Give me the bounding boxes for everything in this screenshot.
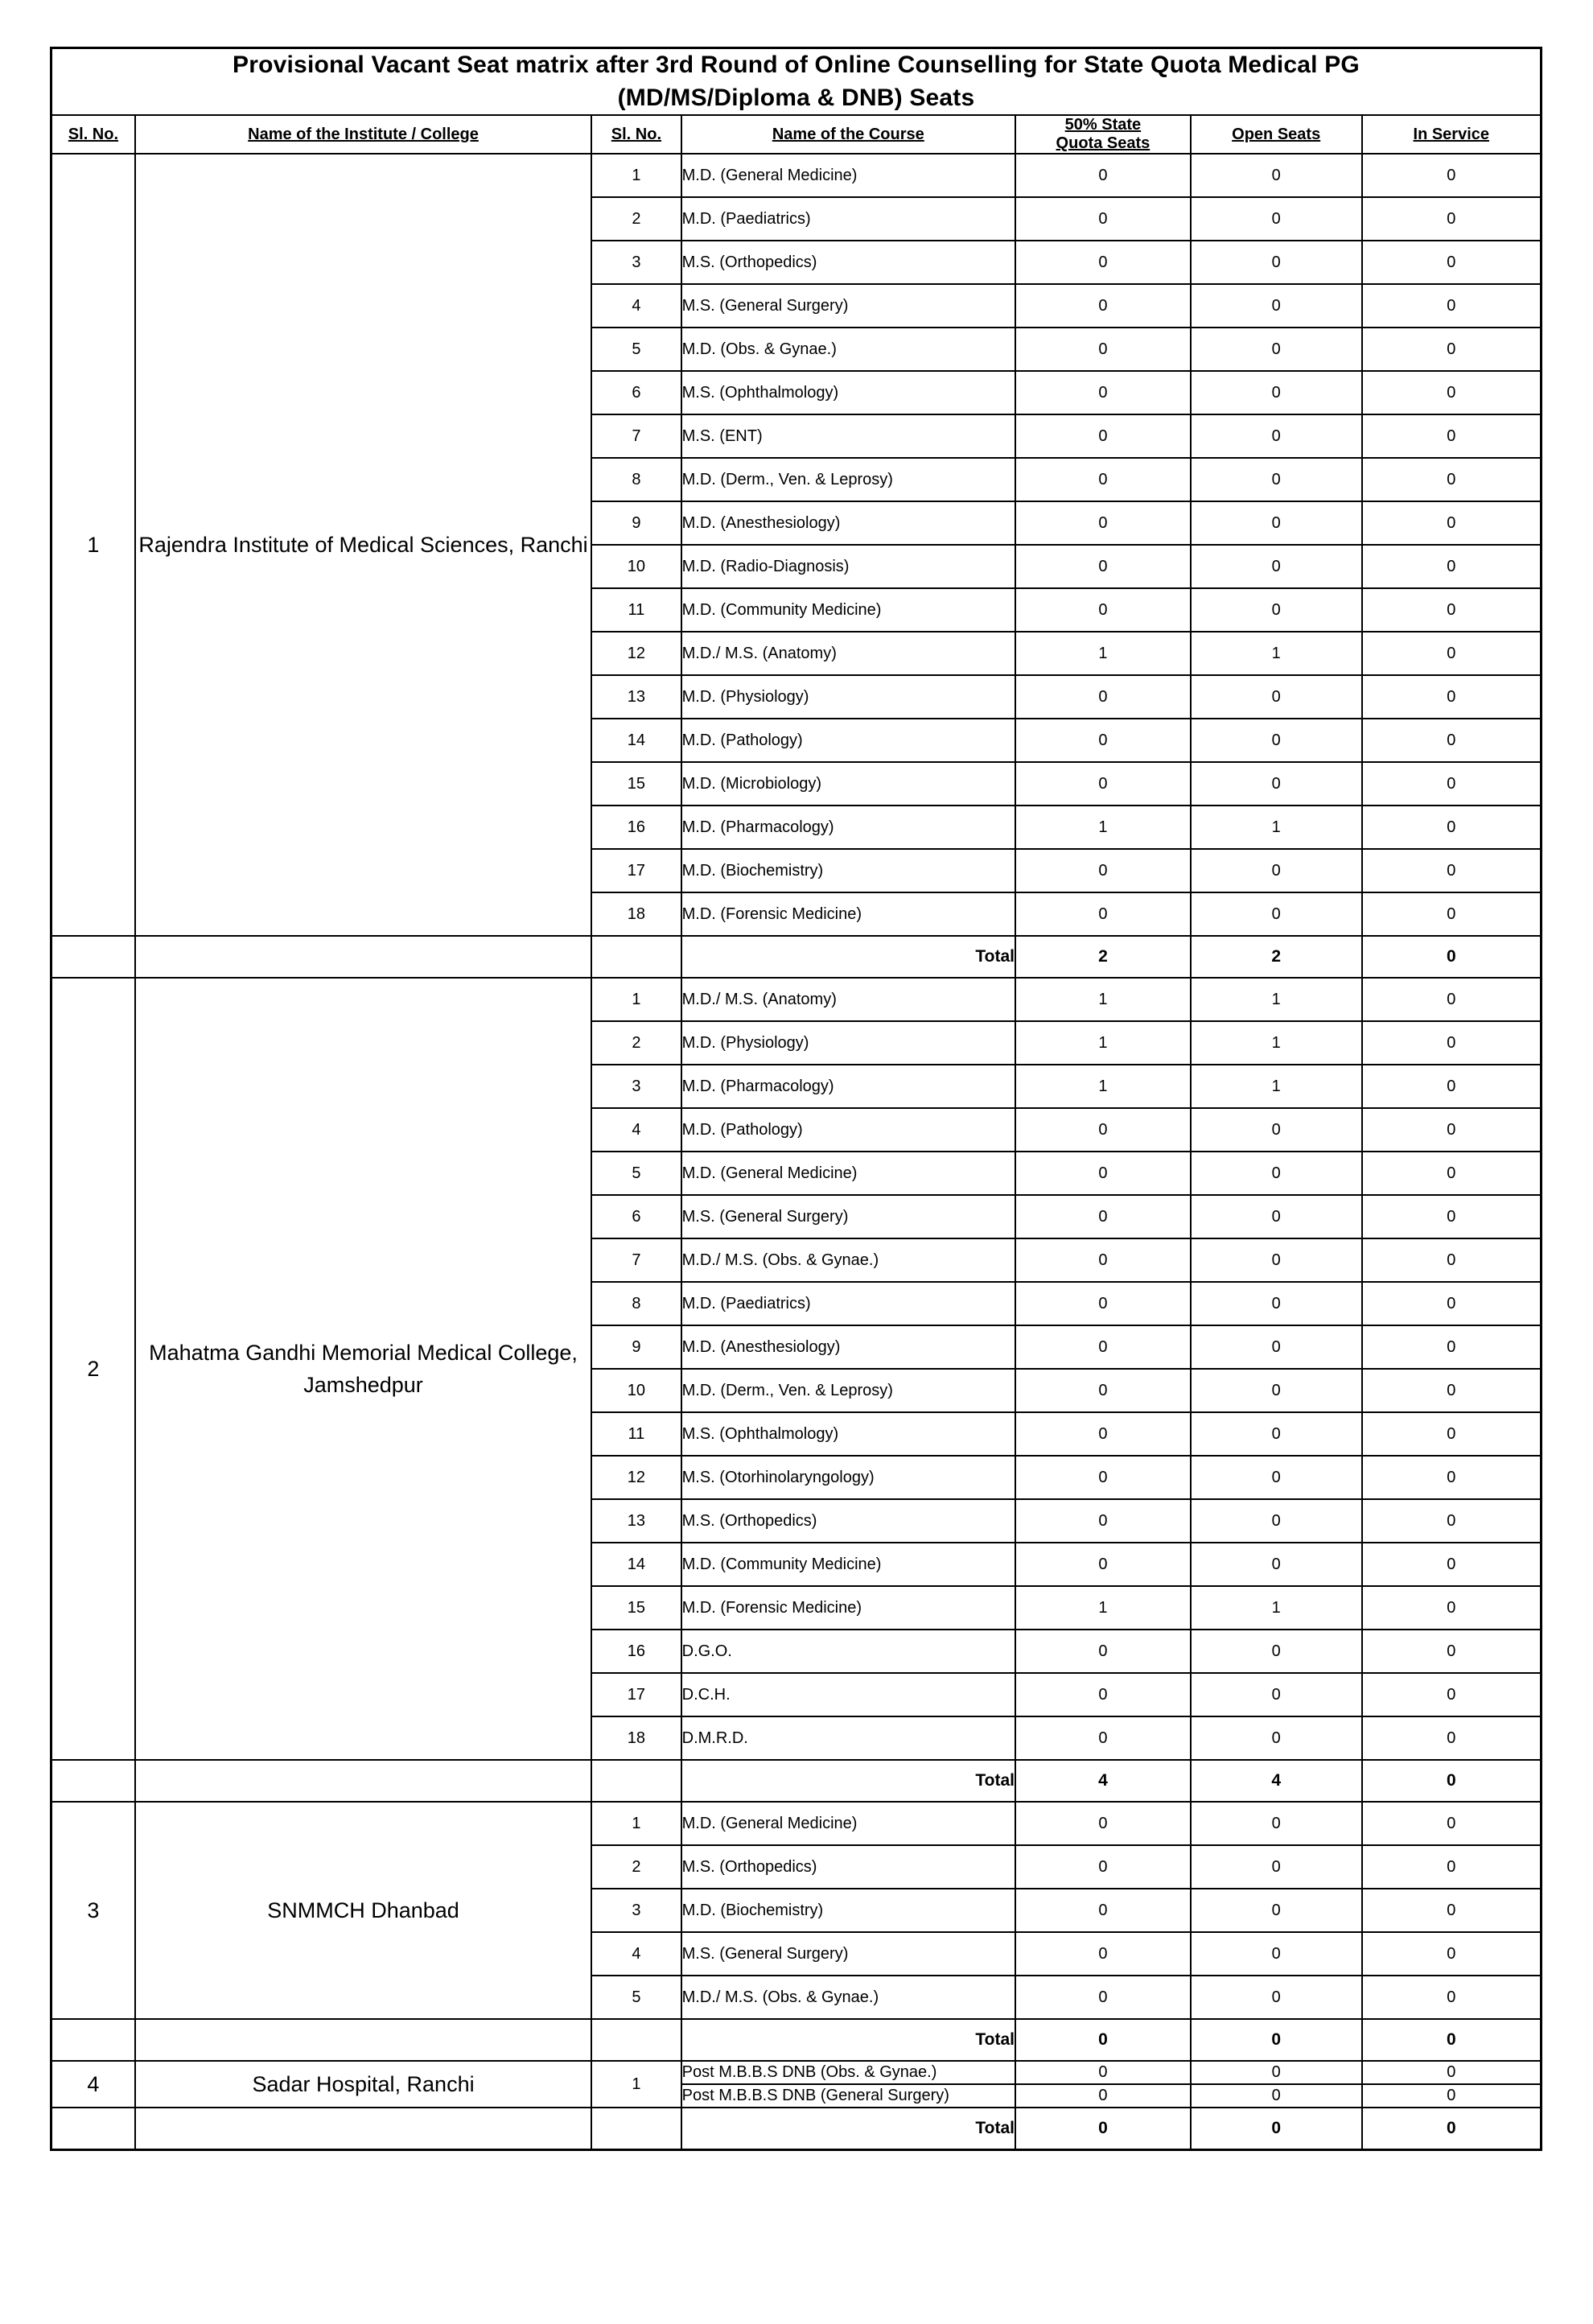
header-course-sl-no: Sl. No. — [591, 115, 681, 154]
open-seats-value: 1 — [1191, 806, 1362, 849]
in-service-value: 0 — [1362, 632, 1542, 675]
table-row — [51, 154, 1542, 197]
institute-name: Mahatma Gandhi Memorial Medical College, Jamshedpur — [135, 978, 591, 1760]
course-name: M.D. (Community Medicine) — [681, 588, 1015, 632]
institute-sl-no: 1 — [51, 154, 135, 936]
course-name: M.D. (Pathology) — [681, 719, 1015, 762]
in-service-value: 0 — [1362, 501, 1542, 545]
table-row — [51, 2061, 1542, 2084]
quota-seats-value: 0 — [1015, 762, 1191, 806]
course-sl-no: 1 — [591, 154, 681, 197]
quota-seats-value: 0 — [1015, 1412, 1191, 1456]
header-quota-seats: 50% State Quota Seats — [1015, 115, 1191, 154]
in-service-value: 0 — [1362, 1802, 1542, 1845]
course-sl-no: 4 — [591, 284, 681, 328]
course-sl-no: 4 — [591, 1932, 681, 1976]
quota-seats-value: 0 — [1015, 414, 1191, 458]
in-service-value: 0 — [1362, 1282, 1542, 1325]
quota-seats-value: 1 — [1015, 1586, 1191, 1630]
quota-seats-value: 0 — [1015, 2084, 1191, 2108]
in-service-value: 0 — [1362, 978, 1542, 1021]
in-service-value: 0 — [1362, 1456, 1542, 1499]
in-service-value: 0 — [1362, 892, 1542, 936]
in-service-value: 0 — [1362, 1932, 1542, 1976]
open-seats-value: 0 — [1191, 1195, 1362, 1238]
open-seats-value: 0 — [1191, 371, 1362, 414]
course-sl-no: 14 — [591, 719, 681, 762]
total-label: Total — [681, 2019, 1015, 2061]
course-name: Post M.B.B.S DNB (General Surgery) — [681, 2084, 1015, 2108]
open-seats-value: 0 — [1191, 892, 1362, 936]
in-service-value: 0 — [1362, 1889, 1542, 1932]
in-service-value: 0 — [1362, 1845, 1542, 1889]
open-seats-value: 0 — [1191, 1802, 1362, 1845]
course-sl-no: 16 — [591, 806, 681, 849]
quota-seats-value: 0 — [1015, 328, 1191, 371]
in-service-value: 0 — [1362, 1412, 1542, 1456]
open-seats-value: 0 — [1191, 1673, 1362, 1716]
table-row — [51, 1802, 1542, 1845]
total-in-service: 0 — [1362, 936, 1542, 978]
quota-seats-value: 0 — [1015, 458, 1191, 501]
in-service-value: 0 — [1362, 588, 1542, 632]
course-sl-no: 2 — [591, 1021, 681, 1065]
in-service-value: 0 — [1362, 1325, 1542, 1369]
total-blank-course-sl — [591, 2108, 681, 2150]
open-seats-value: 0 — [1191, 1412, 1362, 1456]
course-sl-no: 6 — [591, 1195, 681, 1238]
in-service-value: 0 — [1362, 762, 1542, 806]
in-service-value: 0 — [1362, 1065, 1542, 1108]
quota-seats-value: 0 — [1015, 1630, 1191, 1673]
course-sl-no: 9 — [591, 1325, 681, 1369]
course-sl-no: 7 — [591, 1238, 681, 1282]
course-name: D.G.O. — [681, 1630, 1015, 1673]
course-name: M.D. (Obs. & Gynae.) — [681, 328, 1015, 371]
in-service-value: 0 — [1362, 197, 1542, 241]
total-blank-sl — [51, 2019, 135, 2061]
course-sl-no: 5 — [591, 1976, 681, 2019]
quota-seats-value: 0 — [1015, 1889, 1191, 1932]
table-row — [51, 978, 1542, 1021]
course-sl-no: 12 — [591, 632, 681, 675]
in-service-value: 0 — [1362, 1195, 1542, 1238]
open-seats-value: 0 — [1191, 458, 1362, 501]
course-name: M.D. (Community Medicine) — [681, 1543, 1015, 1586]
open-seats-value: 0 — [1191, 1456, 1362, 1499]
table-header-row — [51, 115, 1542, 154]
open-seats-value: 0 — [1191, 719, 1362, 762]
header-institute: Name of the Institute / College — [135, 115, 591, 154]
open-seats-value: 1 — [1191, 632, 1362, 675]
in-service-value: 0 — [1362, 371, 1542, 414]
total-blank-course-sl — [591, 1760, 681, 1802]
course-name: M.D. (Radio-Diagnosis) — [681, 545, 1015, 588]
course-name: M.D. (Anesthesiology) — [681, 501, 1015, 545]
total-blank-course-sl — [591, 2019, 681, 2061]
quota-seats-value: 0 — [1015, 501, 1191, 545]
course-sl-no: 2 — [591, 197, 681, 241]
quota-seats-value: 0 — [1015, 1716, 1191, 1760]
quota-seats-value: 0 — [1015, 1152, 1191, 1195]
course-name: M.D. (General Medicine) — [681, 154, 1015, 197]
quota-seats-value: 1 — [1015, 1065, 1191, 1108]
course-name: M.S. (Orthopedics) — [681, 241, 1015, 284]
open-seats-value: 0 — [1191, 1369, 1362, 1412]
course-name: M.D. (Forensic Medicine) — [681, 892, 1015, 936]
open-seats-value: 0 — [1191, 241, 1362, 284]
course-name: M.S. (Ophthalmology) — [681, 371, 1015, 414]
course-sl-no: 5 — [591, 328, 681, 371]
institute-sl-no: 3 — [51, 1802, 135, 2019]
in-service-value: 0 — [1362, 1586, 1542, 1630]
in-service-value: 0 — [1362, 1021, 1542, 1065]
total-in-service: 0 — [1362, 2019, 1542, 2061]
institute-name: SNMMCH Dhanbad — [135, 1802, 591, 2019]
course-name: M.D./ M.S. (Obs. & Gynae.) — [681, 1238, 1015, 1282]
document-title — [51, 48, 1542, 116]
course-name: M.D. (Biochemistry) — [681, 1889, 1015, 1932]
quota-seats-value: 0 — [1015, 1976, 1191, 2019]
open-seats-value: 1 — [1191, 1021, 1362, 1065]
total-quota-seats: 2 — [1015, 936, 1191, 978]
course-name: M.S. (Orthopedics) — [681, 1845, 1015, 1889]
document-title-line-2: (MD/MS/Diploma & DNB) Seats — [617, 84, 975, 111]
quota-seats-value: 1 — [1015, 1021, 1191, 1065]
course-sl-no: 13 — [591, 1499, 681, 1543]
in-service-value: 0 — [1362, 1976, 1542, 2019]
course-name: M.D. (Pathology) — [681, 1108, 1015, 1152]
total-blank-sl — [51, 936, 135, 978]
course-sl-no: 10 — [591, 545, 681, 588]
course-name: M.D. (Anesthesiology) — [681, 1325, 1015, 1369]
in-service-value: 0 — [1362, 2084, 1542, 2108]
open-seats-value: 1 — [1191, 1065, 1362, 1108]
open-seats-value: 0 — [1191, 1108, 1362, 1152]
quota-seats-value: 0 — [1015, 2061, 1191, 2084]
institute-name: Sadar Hospital, Ranchi — [135, 2061, 591, 2108]
quota-seats-value: 0 — [1015, 1802, 1191, 1845]
total-blank-institute — [135, 2019, 591, 2061]
in-service-value: 0 — [1362, 414, 1542, 458]
total-in-service: 0 — [1362, 1760, 1542, 1802]
in-service-value: 0 — [1362, 2061, 1542, 2084]
table-title-row — [51, 48, 1542, 116]
course-sl-no: 16 — [591, 1630, 681, 1673]
course-name: M.S. (Orthopedics) — [681, 1499, 1015, 1543]
course-name: M.D./ M.S. (Obs. & Gynae.) — [681, 1976, 1015, 2019]
course-name: M.D./ M.S. (Anatomy) — [681, 632, 1015, 675]
quota-seats-value: 0 — [1015, 1543, 1191, 1586]
open-seats-value: 0 — [1191, 1282, 1362, 1325]
in-service-value: 0 — [1362, 1108, 1542, 1152]
course-name: M.D. (Derm., Ven. & Leprosy) — [681, 1369, 1015, 1412]
course-name: M.S. (General Surgery) — [681, 1932, 1015, 1976]
open-seats-value: 0 — [1191, 501, 1362, 545]
open-seats-value: 1 — [1191, 978, 1362, 1021]
course-name: M.D. (Biochemistry) — [681, 849, 1015, 892]
total-label: Total — [681, 1760, 1015, 1802]
document-title-line-1: Provisional Vacant Seat matrix after 3rd Round of Online Counselling for State Quota Medical PG — [233, 52, 1360, 78]
course-name: Post M.B.B.S DNB (Obs. & Gynae.) — [681, 2061, 1015, 2084]
quota-seats-value: 0 — [1015, 892, 1191, 936]
institute-sl-no: 4 — [51, 2061, 135, 2108]
table-body — [51, 154, 1542, 2150]
total-blank-institute — [135, 1760, 591, 1802]
total-open-seats: 0 — [1191, 2019, 1362, 2061]
quota-seats-value: 0 — [1015, 1456, 1191, 1499]
total-blank-course-sl — [591, 936, 681, 978]
open-seats-value: 0 — [1191, 1976, 1362, 2019]
quota-seats-value: 0 — [1015, 1325, 1191, 1369]
course-name: M.S. (ENT) — [681, 414, 1015, 458]
course-sl-no: 13 — [591, 675, 681, 719]
course-sl-no: 6 — [591, 371, 681, 414]
in-service-value: 0 — [1362, 1716, 1542, 1760]
open-seats-value: 0 — [1191, 1325, 1362, 1369]
total-quota-seats: 0 — [1015, 2108, 1191, 2150]
course-name: M.D. (Paediatrics) — [681, 197, 1015, 241]
open-seats-value: 0 — [1191, 675, 1362, 719]
total-label: Total — [681, 936, 1015, 978]
course-sl-no: 17 — [591, 849, 681, 892]
in-service-value: 0 — [1362, 1499, 1542, 1543]
open-seats-value: 0 — [1191, 1238, 1362, 1282]
in-service-value: 0 — [1362, 1673, 1542, 1716]
open-seats-value: 0 — [1191, 197, 1362, 241]
course-sl-no: 18 — [591, 892, 681, 936]
open-seats-value: 0 — [1191, 414, 1362, 458]
course-sl-no: 10 — [591, 1369, 681, 1412]
course-name: M.D. (Derm., Ven. & Leprosy) — [681, 458, 1015, 501]
course-sl-no: 7 — [591, 414, 681, 458]
course-sl-no: 11 — [591, 588, 681, 632]
open-seats-value: 0 — [1191, 762, 1362, 806]
in-service-value: 0 — [1362, 328, 1542, 371]
in-service-value: 0 — [1362, 458, 1542, 501]
total-quota-seats: 4 — [1015, 1760, 1191, 1802]
institute-sl-no: 2 — [51, 978, 135, 1760]
quota-seats-value: 0 — [1015, 1195, 1191, 1238]
open-seats-value: 0 — [1191, 545, 1362, 588]
in-service-value: 0 — [1362, 1152, 1542, 1195]
quota-seats-value: 0 — [1015, 197, 1191, 241]
open-seats-value: 1 — [1191, 1586, 1362, 1630]
course-name: M.D. (General Medicine) — [681, 1152, 1015, 1195]
total-blank-sl — [51, 1760, 135, 1802]
in-service-value: 0 — [1362, 241, 1542, 284]
in-service-value: 0 — [1362, 1369, 1542, 1412]
quota-seats-value: 0 — [1015, 1282, 1191, 1325]
open-seats-value: 0 — [1191, 2061, 1362, 2084]
total-blank-institute — [135, 2108, 591, 2150]
in-service-value: 0 — [1362, 1630, 1542, 1673]
total-label: Total — [681, 2108, 1015, 2150]
course-sl-no: 9 — [591, 501, 681, 545]
in-service-value: 0 — [1362, 675, 1542, 719]
total-open-seats: 0 — [1191, 2108, 1362, 2150]
quota-seats-value: 0 — [1015, 1845, 1191, 1889]
quota-seats-value: 0 — [1015, 1499, 1191, 1543]
header-course: Name of the Course — [681, 115, 1015, 154]
course-name: M.D. (Pharmacology) — [681, 806, 1015, 849]
open-seats-value: 0 — [1191, 154, 1362, 197]
course-sl-no: 3 — [591, 1065, 681, 1108]
open-seats-value: 0 — [1191, 1716, 1362, 1760]
course-sl-no: 2 — [591, 1845, 681, 1889]
total-row — [51, 2019, 1542, 2061]
quota-seats-value: 1 — [1015, 632, 1191, 675]
course-sl-no: 15 — [591, 1586, 681, 1630]
course-sl-no: 17 — [591, 1673, 681, 1716]
course-name: M.S. (General Surgery) — [681, 284, 1015, 328]
course-name: M.S. (Ophthalmology) — [681, 1412, 1015, 1456]
course-sl-no: 3 — [591, 241, 681, 284]
quota-seats-value: 0 — [1015, 1673, 1191, 1716]
course-sl-no: 12 — [591, 1456, 681, 1499]
quota-seats-value: 0 — [1015, 1932, 1191, 1976]
course-sl-no: 1 — [591, 978, 681, 1021]
course-name: D.M.R.D. — [681, 1716, 1015, 1760]
total-in-service: 0 — [1362, 2108, 1542, 2150]
course-sl-no: 3 — [591, 1889, 681, 1932]
course-sl-no: 5 — [591, 1152, 681, 1195]
total-blank-institute — [135, 936, 591, 978]
open-seats-value: 0 — [1191, 1152, 1362, 1195]
course-name: D.C.H. — [681, 1673, 1015, 1716]
header-sl-no: Sl. No. — [51, 115, 135, 154]
course-sl-no: 14 — [591, 1543, 681, 1586]
in-service-value: 0 — [1362, 849, 1542, 892]
quota-seats-value: 0 — [1015, 588, 1191, 632]
open-seats-value: 0 — [1191, 328, 1362, 371]
quota-seats-value: 0 — [1015, 154, 1191, 197]
course-sl-no: 4 — [591, 1108, 681, 1152]
course-sl-no: 15 — [591, 762, 681, 806]
quota-seats-value: 1 — [1015, 806, 1191, 849]
course-name: M.S. (Otorhinolaryngology) — [681, 1456, 1015, 1499]
course-name: M.D./ M.S. (Anatomy) — [681, 978, 1015, 1021]
institute-name: Rajendra Institute of Medical Sciences, Ranchi — [135, 154, 591, 936]
course-sl-no: 1 — [591, 2061, 681, 2108]
total-open-seats: 2 — [1191, 936, 1362, 978]
open-seats-value: 0 — [1191, 2084, 1362, 2108]
course-name: M.D. (Physiology) — [681, 1021, 1015, 1065]
open-seats-value: 0 — [1191, 284, 1362, 328]
quota-seats-value: 0 — [1015, 675, 1191, 719]
course-name: M.D. (Pharmacology) — [681, 1065, 1015, 1108]
quota-seats-value: 0 — [1015, 849, 1191, 892]
course-name: M.D. (Microbiology) — [681, 762, 1015, 806]
open-seats-value: 0 — [1191, 1543, 1362, 1586]
quota-seats-value: 0 — [1015, 371, 1191, 414]
course-name: M.D. (Paediatrics) — [681, 1282, 1015, 1325]
quota-seats-value: 0 — [1015, 1238, 1191, 1282]
in-service-value: 0 — [1362, 284, 1542, 328]
open-seats-value: 0 — [1191, 849, 1362, 892]
in-service-value: 0 — [1362, 1238, 1542, 1282]
quota-seats-value: 0 — [1015, 1369, 1191, 1412]
course-sl-no: 1 — [591, 1802, 681, 1845]
course-name: M.D. (General Medicine) — [681, 1802, 1015, 1845]
quota-seats-value: 0 — [1015, 241, 1191, 284]
in-service-value: 0 — [1362, 154, 1542, 197]
course-sl-no: 18 — [591, 1716, 681, 1760]
course-sl-no: 11 — [591, 1412, 681, 1456]
open-seats-value: 0 — [1191, 1889, 1362, 1932]
total-row — [51, 2108, 1542, 2150]
total-blank-sl — [51, 2108, 135, 2150]
open-seats-value: 0 — [1191, 1845, 1362, 1889]
quota-seats-value: 0 — [1015, 545, 1191, 588]
in-service-value: 0 — [1362, 719, 1542, 762]
in-service-value: 0 — [1362, 1543, 1542, 1586]
total-open-seats: 4 — [1191, 1760, 1362, 1802]
open-seats-value: 0 — [1191, 1932, 1362, 1976]
quota-seats-value: 0 — [1015, 284, 1191, 328]
open-seats-value: 0 — [1191, 1499, 1362, 1543]
in-service-value: 0 — [1362, 545, 1542, 588]
course-name: M.D. (Forensic Medicine) — [681, 1586, 1015, 1630]
header-open-seats: Open Seats — [1191, 115, 1362, 154]
course-name: M.D. (Physiology) — [681, 675, 1015, 719]
vacant-seat-matrix-table — [50, 47, 1542, 2151]
quota-seats-value: 1 — [1015, 978, 1191, 1021]
quota-seats-value: 0 — [1015, 719, 1191, 762]
open-seats-value: 0 — [1191, 1630, 1362, 1673]
total-row — [51, 936, 1542, 978]
in-service-value: 0 — [1362, 806, 1542, 849]
course-name: M.S. (General Surgery) — [681, 1195, 1015, 1238]
course-sl-no: 8 — [591, 458, 681, 501]
total-quota-seats: 0 — [1015, 2019, 1191, 2061]
total-row — [51, 1760, 1542, 1802]
quota-seats-value: 0 — [1015, 1108, 1191, 1152]
open-seats-value: 0 — [1191, 588, 1362, 632]
course-sl-no: 8 — [591, 1282, 681, 1325]
header-in-service: In Service — [1362, 115, 1542, 154]
